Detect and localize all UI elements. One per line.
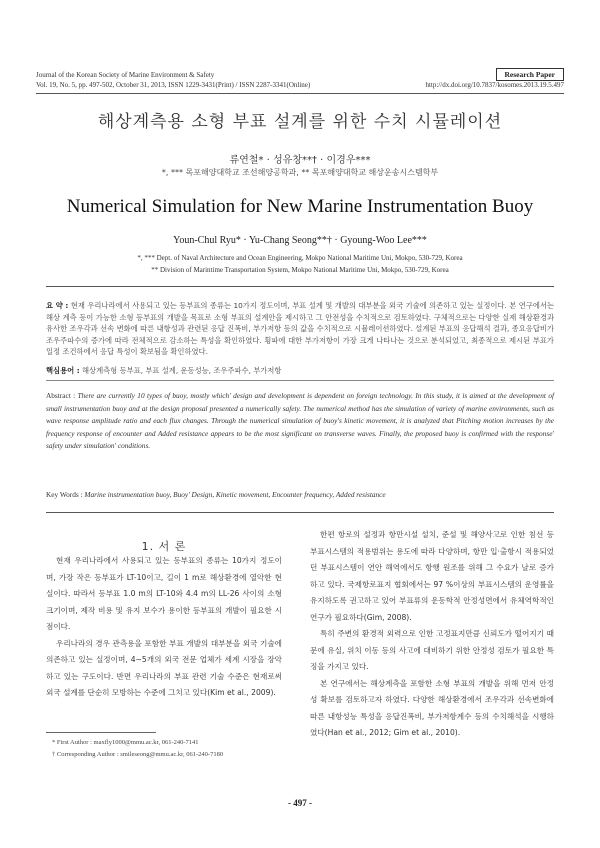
left-column [46,553,282,702]
footnote-corresponding-author: † Corresponding Author : smileseong@mmu.ac.kr, 061-240-7180 [52,751,224,758]
abstract-top-rule [46,286,554,287]
footnote-rule [46,732,156,733]
keywords-korean-text: 해상계측형 등부표, 부표 설계, 운동성능, 조우주파수, 부가저항 [81,366,282,375]
abstract-english [46,390,554,453]
affiliation-korean: *, *** 목포해양대학교 조선해양공학과, ** 목포해양대학교 해상운송시스템학부 [161,168,439,177]
right-paragraph-3: 본 연구에서는 해상계측을 포함한 소형 부표의 개발을 위해 먼저 안정성 확보를 검토하고자 하였다. 다양한 해상환경에서 조우각과 선속변화에 따른 내항성능 특성을 응답진폭비, 부가저항계수 등의 수치해석을 시행하였다(Han et al., 2012; Gim et al., 2010). [310,678,554,737]
authors-korean: 류연철* · 성유창**† · 이경우*** [229,155,371,166]
title-english: Numerical Simulation for New Marine Instrumentation Buoy [66,196,534,217]
abstract-english-text: There are currently 10 types of buoy, mostly which' design and development is dependent on foreign technology. In this study, it is aimed at the development of small instrumentation buoy and at the design proposal presented a numerically safety. The numerical method has the simulation of variety of marine environments, such as wave response amplitude ratio and each flux changes. Through the numerical simulation of buoy's kinetic movement, it is analyzed that Pitching motion increases by the frequency response of encounter and Added resistance appears to be the most significant on transverse waves. Finally, the proposed buoy is confirmed with the response' safety under simulation' conditions. [46,391,555,450]
right-column [310,527,554,742]
abstract-bottom-rule [46,512,554,513]
keywords-english-label: Key Words : [46,490,83,499]
authors-english: Youn-Chul Ryu* · Yu-Chang Seong**† · Gyoung-Woo Lee*** [173,235,427,246]
section-heading-introduction: 1. 서 론 [141,540,187,553]
paper-type-badge: Research Paper [496,68,564,81]
page-number: - 497 - [288,798,312,808]
doi-link[interactable]: http://dx.doi.org/10.7837/kosomes.2013.19.5.497 [425,81,564,89]
journal-name: Journal of the Korean Society of Marine Environment & Safety [36,71,215,79]
abstract-korean [46,300,554,358]
title-korean: 해상계측용 소형 부표 설계를 위한 수치 시뮬레이션 [97,112,503,132]
abstract-korean-label: 요 약 : [46,301,69,310]
keywords-korean [46,366,554,376]
keywords-korean-label: 핵심용어 : [46,366,80,375]
affiliation-english-2: ** Division of Marintime Transportation System, Mokpo National Maritime Uni, Mokpo, 530-729, Korea [151,266,449,274]
volume-line [36,80,564,90]
right-paragraph-1: 한편 항로의 설정과 항만시설 설치, 준설 및 해양사고로 인한 침선 등 부표시스템의 적용범위는 용도에 따라 다양하며, 항만 입·출항시 적용되었던 부표시스템이 연안 해역에서도 항행 원조를 위해 그 수요가 날로 증가하고 있다. 국제항로표지 협회에서는 97 %이상의 부표시스템의 운영률을 유지하도록 권고하고 있어 부표류의 운동학적 안정성면에서 유체역학적인 연구가 필요하다(Gim, 2008). [310,530,554,622]
keywords-english [46,490,554,499]
abstract-korean-text: 현재 우리나라에서 사용되고 있는 등부표의 종류는 10가지 정도이며, 부표 설계 및 개발의 대부분을 외국 기술에 의존하고 있는 실정이다. 본 연구에서는 해상 계측 등이 가능한 소형 등부표의 개발을 목표로 소형 부표의 설계안을 제시하고 그 안전성을 수치적으로 검토하였다. 구체적으로는 다양한 실제 해상환경과 유사한 조우각과 선속 변화에 따른 내항성과 관련된 응답 진폭비, 부가저항 등의 값을 수치적으로 시뮬레이션하였다. 설계된 부표의 응답해석 결과, 종요응답비가 조우주파수의 증가에 따라 전체적으로 감소하는 특성을 확인하였다. 횡파에 대한 부가저항이 가장 크게 나타나는 것으로 분석되었고, 최종적으로 제시된 부표가 일정 조건하에서 응답 특성이 확보됨을 확인하였다. [46,301,554,356]
keywords-english-text: Marine instrumentation buoy, Buoy' Design, Kinetic movement, Encounter frequency, Added resistance [84,490,386,499]
affiliation-english-1: *, *** Dept. of Naval Architecture and Ocean Engineering, Mokpo National Maritime Uni, Mokpo, 530-729, Korea [137,254,463,262]
right-paragraph-2: 특히 주변의 환경적 외력으로 인한 고정표지만큼 신뢰도가 떨어지기 때문에 유실, 위치 이동 등의 사고에 대비하기 위한 안정성 검토가 필요한 특징을 가지고 있다. [310,629,554,671]
left-paragraph-1: 현재 우리나라에서 사용되고 있는 등부표의 종류는 10가지 정도이며, 가장 작은 등부표가 LT-10이고, 길이 1 m로 해상환경에 열악한 현실이다. 따라서 등부표 1.0 m의 LT-10와 4.4 m의 LL-26 사이의 소형 크기이며, 제작 비용 및 유지 보수가 용이한 등부표의 개발이 필요한 시점이다. [46,556,282,631]
left-paragraph-2: 우리나라의 경우 관측용을 포함한 부표 개발의 대부분을 외국 기술에 의존하고 있는 실정이며, 4~5개의 외국 전문 업체가 세계 시장을 장악하고 있는 구도이다. 반면 우리나라의 부표 관련 기술 수준은 현재로써 외국 설계를 단순히 모방하는 수준에 그치고 있다(Kim et al., 2009). [46,638,282,697]
abstract-mid-rule [46,380,554,381]
volume-info: Vol. 19, No. 5, pp. 497-502, October 31, 2013, ISSN 1229-3431(Print) / ISSN 2287-3341(Online) [36,81,311,89]
footnote-first-author: * First Author : maxfly1000@mmu.ac.kr, 061-240-7141 [52,739,199,746]
header-rule [36,93,564,94]
abstract-english-label: Abstract : [46,391,76,400]
